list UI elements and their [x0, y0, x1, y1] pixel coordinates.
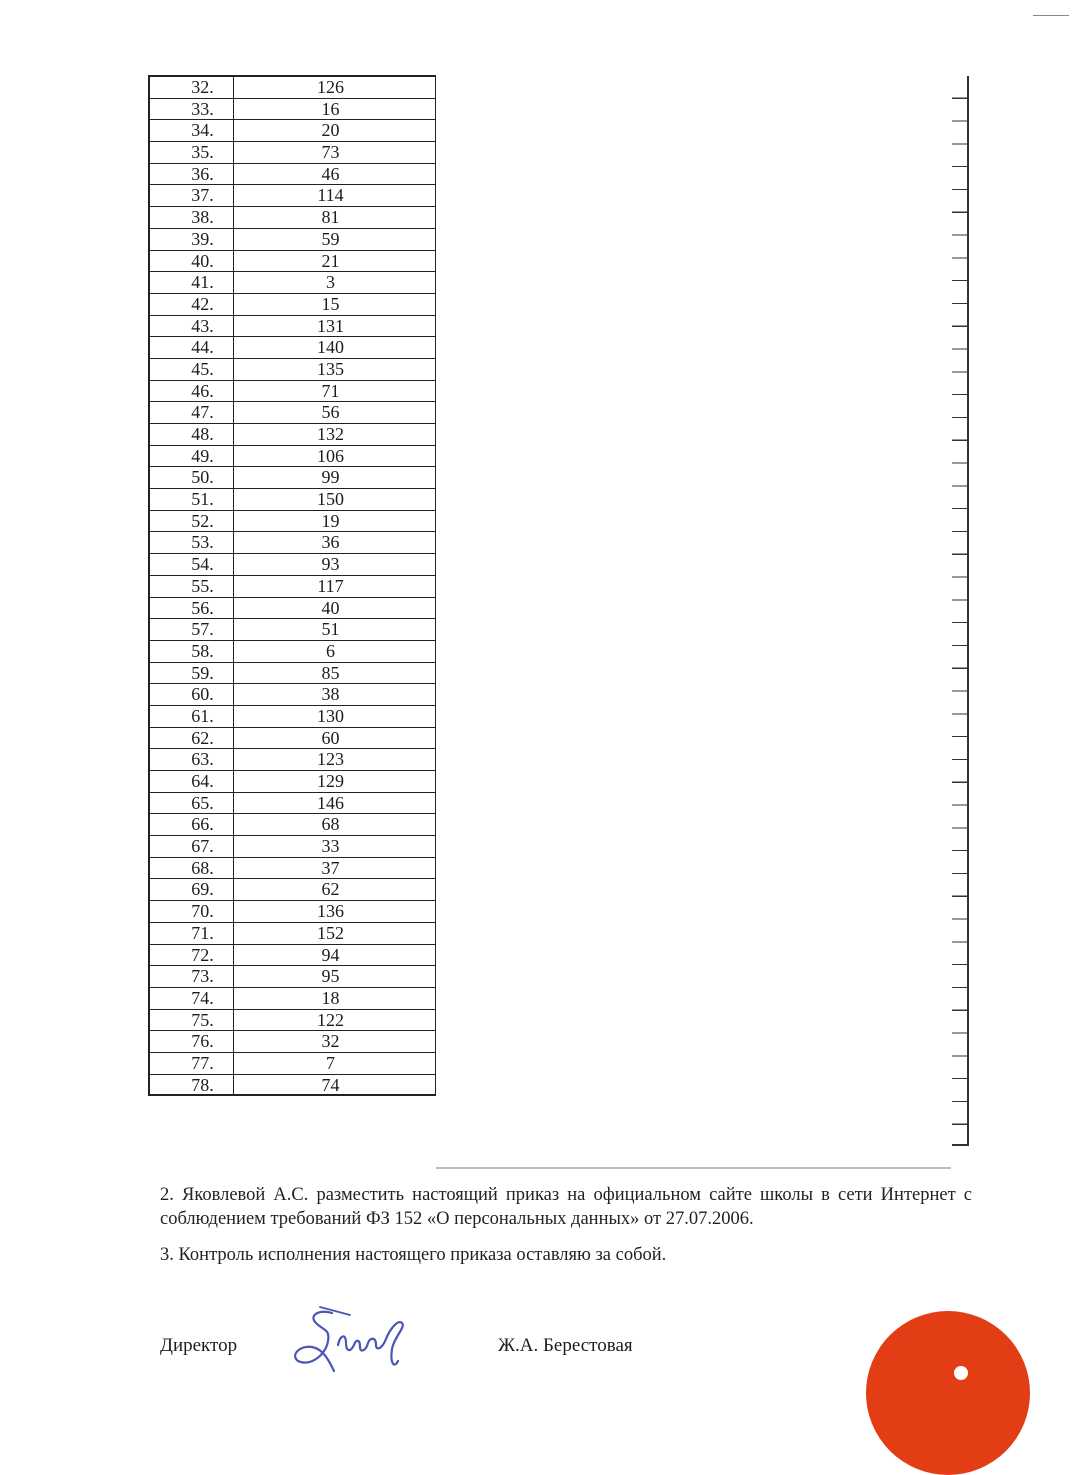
table-row: [150, 901, 435, 923]
row-number-cell: 65.: [150, 793, 234, 814]
row-value-cell: 60: [321, 727, 340, 748]
row-number-cell: 61.: [150, 706, 234, 727]
table-row: [150, 99, 435, 121]
table-row: [150, 771, 435, 793]
row-number-cell: 37.: [150, 185, 234, 206]
row-number-cell: 77.: [150, 1053, 234, 1074]
row-number-cell: 70.: [150, 901, 234, 922]
row-value-cell: 94: [321, 944, 340, 965]
row-number-cell: 36.: [150, 164, 234, 185]
row-number-cell: 73.: [150, 966, 234, 987]
row-number-cell: 54.: [150, 554, 234, 575]
table-row: [150, 966, 435, 988]
row-number-cell: 53.: [150, 532, 234, 553]
table-row: [150, 814, 435, 836]
table-row: [150, 598, 435, 620]
row-value-cell: 71: [321, 380, 340, 401]
table-row: [150, 641, 435, 663]
row-number-cell: 35.: [150, 142, 234, 163]
signer-name: Ж.А. Берестовая: [498, 1335, 633, 1356]
row-value-cell: 131: [317, 315, 344, 336]
row-number-cell: 40.: [150, 251, 234, 272]
table-row: [150, 424, 435, 446]
row-value-cell: 15: [321, 293, 340, 314]
row-number-cell: 72.: [150, 945, 234, 966]
row-value-cell: 122: [317, 1009, 344, 1030]
table-row: [150, 554, 435, 576]
row-number-cell: 75.: [150, 1010, 234, 1031]
table-row: [150, 511, 435, 533]
row-value-cell: 7: [326, 1052, 335, 1073]
row-number-cell: 59.: [150, 663, 234, 684]
row-value-cell: 56: [321, 402, 340, 423]
table-row: [150, 749, 435, 771]
table-row: [150, 923, 435, 945]
table-row: [150, 185, 435, 207]
row-value-cell: 51: [321, 619, 340, 640]
table-row: [150, 879, 435, 901]
row-number-cell: 56.: [150, 598, 234, 619]
section-divider: [436, 1167, 951, 1169]
row-number-cell: 34.: [150, 120, 234, 141]
table-row: [150, 359, 435, 381]
table-row: [150, 120, 435, 142]
table-row: [150, 663, 435, 685]
row-number-cell: 41.: [150, 272, 234, 293]
signer-title: Директор: [160, 1335, 238, 1356]
table-row: [150, 706, 435, 728]
row-number-cell: 58.: [150, 641, 234, 662]
row-value-cell: 136: [317, 901, 344, 922]
table-row: [150, 142, 435, 164]
row-number-cell: 47.: [150, 402, 234, 423]
right-border-bottom: [952, 1144, 969, 1146]
handwritten-signature: [290, 1305, 430, 1373]
row-number-cell: 44.: [150, 337, 234, 358]
row-number-cell: 67.: [150, 836, 234, 857]
table-row: [150, 988, 435, 1010]
row-number-cell: 57.: [150, 619, 234, 640]
row-value-cell: 21: [321, 250, 340, 271]
table-row: [150, 619, 435, 641]
row-number-cell: 33.: [150, 99, 234, 120]
numbers-table: [148, 75, 436, 1096]
row-number-cell: 71.: [150, 923, 234, 944]
row-number-cell: 76.: [150, 1031, 234, 1052]
row-value-cell: 68: [321, 814, 340, 835]
row-value-cell: 16: [321, 98, 340, 119]
table-row: [150, 207, 435, 229]
row-value-cell: 132: [317, 424, 344, 444]
row-number-cell: 55.: [150, 576, 234, 597]
row-value-cell: 129: [317, 771, 344, 791]
paragraph-2: 2. Яковлевой А.С. разместить настоящий приказ на официальном сайте школы в сети Интернет с соблюдением требований ФЗ 152 «О персональных данных» от 27.07.2006.: [160, 1185, 972, 1229]
table-row: [150, 532, 435, 554]
top-edge-mark: [1033, 15, 1069, 16]
row-number-cell: 39.: [150, 229, 234, 250]
row-number-cell: 68.: [150, 858, 234, 879]
row-value-cell: 6: [326, 640, 335, 661]
row-number-cell: 32.: [150, 77, 234, 98]
row-number-cell: 43.: [150, 316, 234, 337]
table-row: [150, 793, 435, 815]
row-value-cell: 152: [317, 922, 344, 943]
row-value-cell: 33: [321, 836, 340, 857]
row-value-cell: 46: [321, 163, 340, 184]
table-row: [150, 316, 435, 338]
row-value-cell: 117: [317, 575, 344, 596]
row-number-cell: 69.: [150, 879, 234, 900]
row-value-cell: 74: [321, 1074, 340, 1095]
table-row: [150, 1010, 435, 1032]
table-row: [150, 684, 435, 706]
table-row: [150, 251, 435, 273]
table-row: [150, 836, 435, 858]
paragraph-3: 3. Контроль исполнения настоящего приказа оставляю за собой.: [160, 1245, 667, 1265]
row-value-cell: 59: [321, 228, 340, 249]
row-value-cell: 81: [321, 207, 340, 228]
row-number-cell: 60.: [150, 684, 234, 705]
row-number-cell: 48.: [150, 424, 234, 445]
button-dot-icon: [954, 1366, 968, 1380]
row-number-cell: 38.: [150, 207, 234, 228]
row-number-cell: 42.: [150, 294, 234, 315]
table-row: [150, 1075, 435, 1097]
row-value-cell: 37: [321, 857, 340, 878]
table-row: [150, 381, 435, 403]
row-value-cell: 106: [317, 445, 344, 466]
row-value-cell: 19: [321, 510, 340, 531]
row-value-cell: 99: [321, 467, 340, 488]
table-row: [150, 164, 435, 186]
row-number-cell: 64.: [150, 771, 234, 792]
row-value-cell: 114: [317, 185, 344, 206]
table-row: [150, 945, 435, 967]
table-row: [150, 446, 435, 468]
row-value-cell: 85: [321, 662, 340, 683]
row-number-cell: 45.: [150, 359, 234, 380]
table-row: [150, 272, 435, 294]
table-row: [150, 489, 435, 511]
row-value-cell: 62: [321, 879, 340, 900]
row-value-cell: 32: [321, 1031, 340, 1052]
row-number-cell: 66.: [150, 814, 234, 835]
right-border-ticks: [952, 76, 968, 1146]
row-value-cell: 20: [321, 120, 340, 141]
row-value-cell: 73: [321, 142, 340, 163]
row-number-cell: 74.: [150, 988, 234, 1009]
table-row: [150, 77, 435, 99]
table-row: [150, 337, 435, 359]
table-row: [150, 294, 435, 316]
table-row: [150, 229, 435, 251]
table-row: [150, 858, 435, 880]
row-value-cell: 18: [321, 987, 340, 1008]
table-row: [150, 728, 435, 750]
floating-action-button[interactable]: [866, 1311, 1030, 1475]
row-number-cell: 78.: [150, 1075, 234, 1095]
row-number-cell: 63.: [150, 749, 234, 770]
row-number-cell: 46.: [150, 381, 234, 402]
row-number-cell: 51.: [150, 489, 234, 510]
table-row: [150, 1031, 435, 1053]
row-value-cell: 93: [321, 554, 340, 575]
table-row: [150, 402, 435, 424]
row-value-cell: 135: [317, 358, 344, 379]
row-number-cell: 62.: [150, 728, 234, 749]
row-number-cell: 50.: [150, 467, 234, 488]
row-value-cell: 38: [321, 684, 340, 705]
row-value-cell: 126: [317, 77, 344, 97]
row-value-cell: 40: [321, 597, 340, 618]
row-value-cell: 123: [317, 749, 344, 770]
row-value-cell: 150: [317, 489, 344, 510]
table-row: [150, 576, 435, 598]
row-value-cell: 3: [326, 272, 335, 293]
table-row: [150, 1053, 435, 1075]
table-row: [150, 467, 435, 489]
row-value-cell: 146: [317, 792, 344, 813]
row-number-cell: 52.: [150, 511, 234, 532]
row-value-cell: 95: [321, 966, 340, 987]
row-number-cell: 49.: [150, 446, 234, 467]
row-value-cell: 140: [317, 337, 344, 358]
row-value-cell: 36: [321, 532, 340, 553]
row-value-cell: 130: [317, 705, 344, 726]
